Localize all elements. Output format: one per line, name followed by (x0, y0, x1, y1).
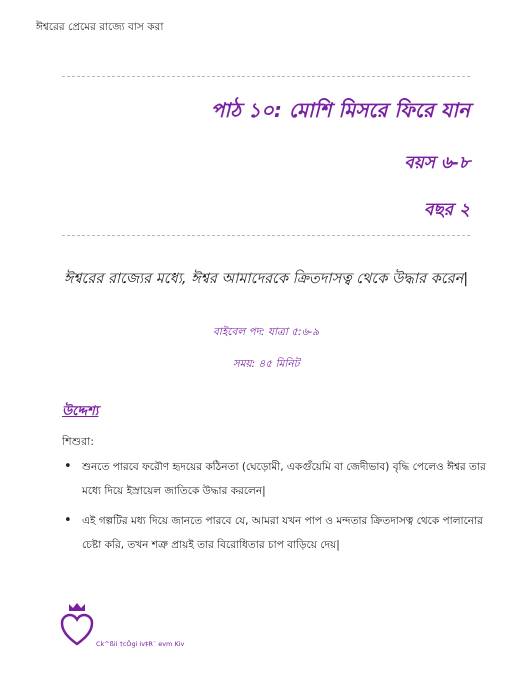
divider-bottom (62, 235, 470, 236)
lesson-title: পাঠ ১০: মোশি মিসরে ফিরে যান (210, 98, 470, 122)
bible-passage: বাইবেল পদ: যাত্রা ৫:৬-৯ (212, 326, 320, 338)
objective-item: • শুনতে পারবে ফরৌণ হৃদয়ের কঠিনতা (ঘেড়োমী, একগুঁয়েমি বা জেদীভাব) বৃদ্ধি পেলেও ঈশ্বর তার মধ্যে দিয়ে ইস্রায়েল জাতিকে উদ্ধার করলেন| (82, 455, 492, 503)
objectives-intro: শিশুরা: (62, 435, 95, 448)
lesson-duration: সময়: ৪৫ মিনিট (232, 358, 300, 370)
footer-logo-text: Ck^ßii †cÖgi iv‡R¨ evm Kiv (96, 640, 185, 648)
objectives-list (62, 455, 492, 563)
lesson-year: বছর ২ (423, 200, 470, 220)
lesson-theme: ঈশ্বরের রাজ্যের মধ্যে, ঈশ্বর আমাদেরকে ক্রিতদাসত্ব থেকে উদ্ধার করেন| (63, 271, 469, 287)
crown-heart-icon (60, 602, 94, 652)
objective-item: • এই গল্পটির মধ্য দিয়ে জানতে পারবে যে, আমরা যখন পাপ ও মন্দতার ক্রিতদাসত্ব থেকে পালানোর চেষ্টা করি, তখন শত্রু প্রায়ই তার বিরোধিতার চাপ বাড়িয়ে দেয়| (82, 509, 492, 557)
running-header: ঈশ্বরের প্রেমের রাজ্যে বাস করা (36, 21, 164, 33)
divider-top (62, 76, 470, 77)
objectives-heading: উদ্দেশ্য (62, 404, 99, 419)
lesson-age: বয়স ৬-৮ (404, 153, 470, 173)
